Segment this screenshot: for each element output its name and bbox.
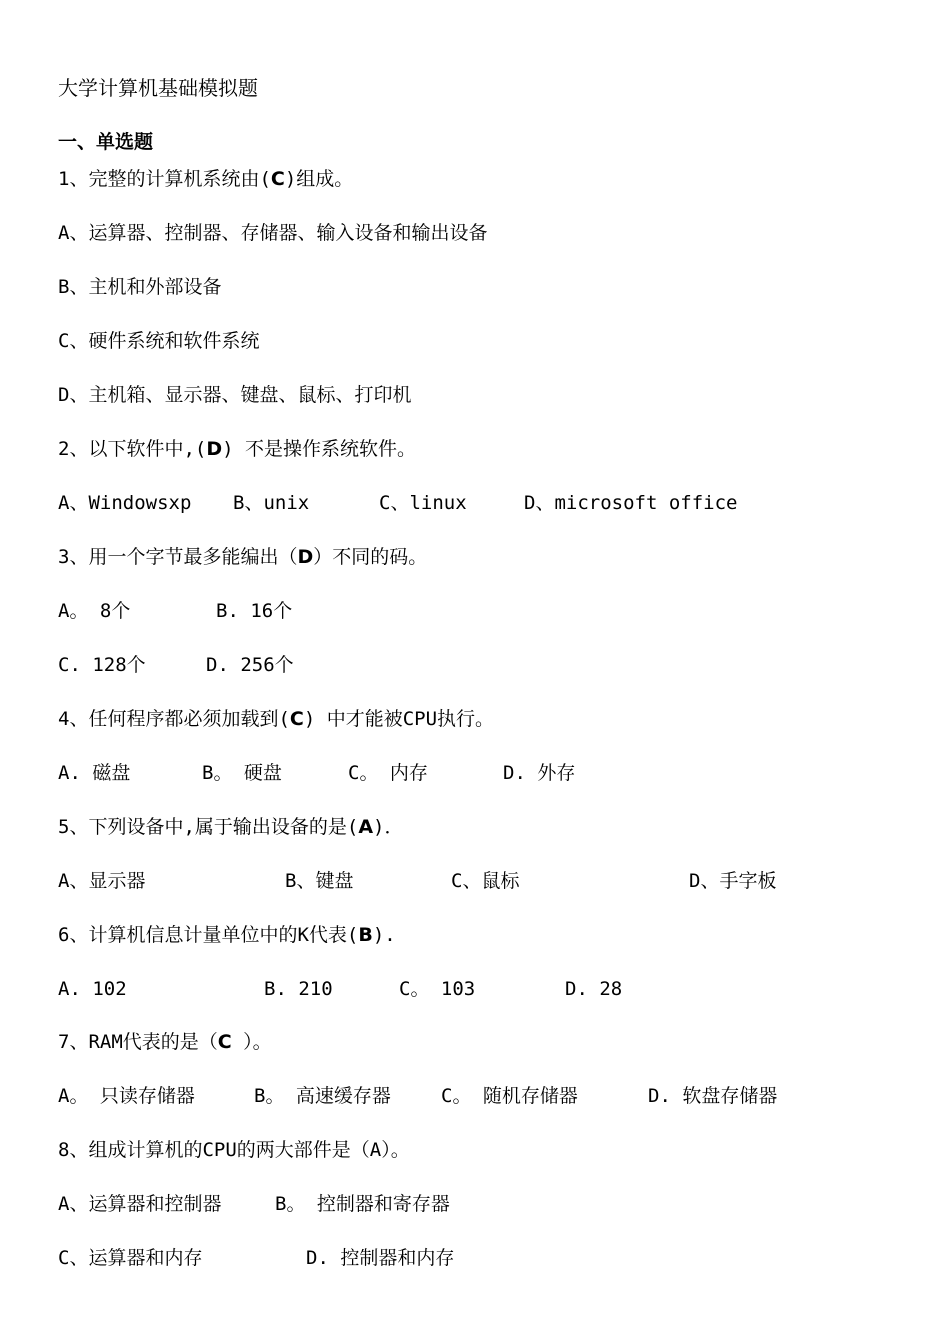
- option-b: B. 16个: [216, 600, 293, 622]
- option-d: D. 控制器和内存: [306, 1247, 455, 1269]
- option-d: D. 256个: [206, 654, 294, 676]
- question-text: ）。: [231, 1031, 272, 1053]
- document-title: 大学计算机基础模拟题: [58, 76, 258, 100]
- question-text: 6、计算机信息计量单位中的K代表(: [58, 924, 359, 946]
- question-text: ）不同的码。: [313, 546, 428, 568]
- answer: B: [358, 924, 373, 946]
- option-a: A、运算器和控制器: [58, 1193, 222, 1215]
- option-b: B、unix: [233, 492, 310, 514]
- question-1: [58, 167, 353, 191]
- answer: D: [206, 438, 223, 460]
- option-a: A. 磁盘: [58, 762, 131, 784]
- option-c: C。 103: [399, 978, 476, 1000]
- option-c: C、硬件系统和软件系统: [58, 330, 260, 352]
- question-2: [58, 437, 416, 461]
- option-c: C. 128个: [58, 654, 146, 676]
- question-5: [58, 815, 404, 839]
- question-text: 7、RAM代表的是（: [58, 1031, 218, 1053]
- option-a: A、运算器、控制器、存储器、输入设备和输出设备: [58, 222, 488, 244]
- option-b: B. 210: [264, 978, 333, 1000]
- option-d: D、主机箱、显示器、键盘、鼠标、打印机: [58, 384, 412, 406]
- option-a: A。 8个: [58, 600, 131, 622]
- section-heading: 一、单选题: [58, 131, 154, 153]
- question-3: [58, 545, 427, 569]
- question-text: )．: [373, 816, 404, 838]
- option-c: C。 随机存储器: [441, 1085, 578, 1107]
- question-7: [58, 1030, 272, 1054]
- option-b: B。 控制器和寄存器: [275, 1193, 450, 1215]
- option-b: B、主机和外部设备: [58, 276, 222, 298]
- option-d: D. 软盘存储器: [648, 1085, 778, 1107]
- question-4: [58, 707, 494, 731]
- option-b: B、键盘: [285, 870, 354, 892]
- answer: C: [289, 708, 304, 730]
- option-b: B。 高速缓存器: [254, 1085, 391, 1107]
- question-text: 3、用一个字节最多能编出（: [58, 546, 298, 568]
- answer: D: [297, 546, 314, 568]
- question-text: 4、任何程序都必须加载到(: [58, 708, 290, 730]
- option-c: C、运算器和内存: [58, 1247, 203, 1269]
- option-a: A、显示器: [58, 870, 146, 892]
- question-text: )组成。: [284, 168, 354, 190]
- option-d: D、手字板: [689, 870, 777, 892]
- question-text: ).: [372, 924, 396, 946]
- option-d: D. 28: [565, 978, 623, 1000]
- answer: A: [358, 816, 374, 838]
- question-text: ) 不是操作系统软件。: [222, 438, 416, 460]
- question-text: ) 中才能被CPU执行。: [303, 708, 495, 730]
- option-c: C、linux: [379, 492, 467, 514]
- option-a: A. 102: [58, 978, 127, 1000]
- answer: C: [270, 168, 285, 190]
- option-a: A、Windowsxp: [58, 492, 192, 514]
- answer: C: [217, 1031, 232, 1053]
- option-d: D、microsoft office: [524, 492, 738, 514]
- option-c: C。 内存: [348, 762, 428, 784]
- question-text: 5、下列设备中,属于输出设备的是(: [58, 816, 359, 838]
- question-6: [58, 923, 396, 947]
- option-b: B。 硬盘: [202, 762, 282, 784]
- option-a: A。 只读存储器: [58, 1085, 195, 1107]
- question-text: 2、以下软件中,(: [58, 438, 207, 460]
- option-c: C、鼠标: [451, 870, 520, 892]
- question-8: 8、组成计算机的CPU的两大部件是（A）。: [58, 1139, 410, 1161]
- question-text: 1、完整的计算机系统由(: [58, 168, 271, 190]
- option-d: D. 外存: [503, 762, 576, 784]
